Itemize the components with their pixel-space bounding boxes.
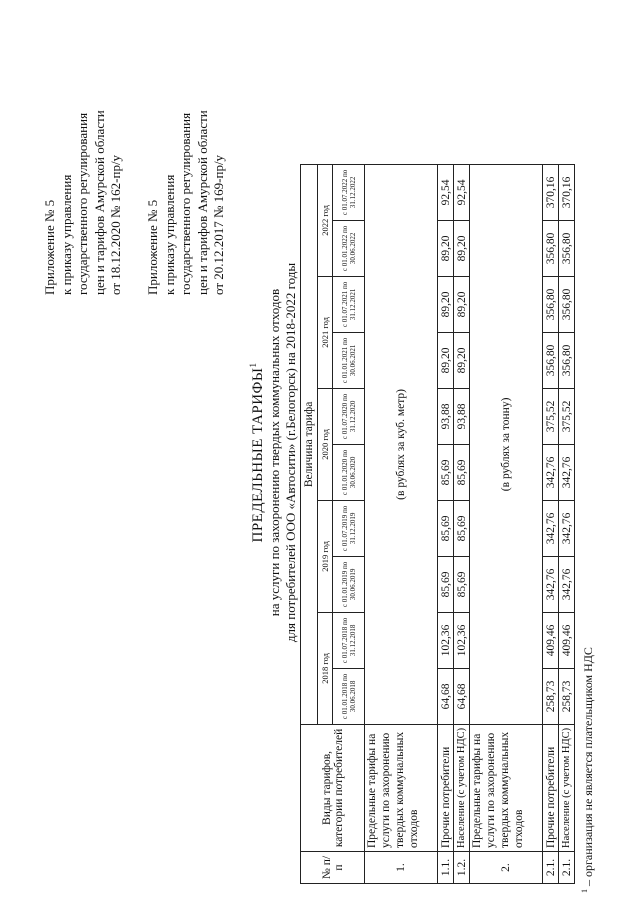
- tariff-table: [300, 164, 575, 884]
- year-header: 2019 год: [318, 500, 333, 612]
- year-header: 2018 год: [318, 612, 333, 724]
- title-text: ПРЕДЕЛЬНЫЕ ТАРИФЫ: [250, 367, 266, 543]
- tariff-cell: 356,80: [559, 276, 575, 332]
- tariff-cell: 89,20: [438, 220, 454, 276]
- header-line: от 18.12.2020 № 162-пр/у: [108, 154, 123, 295]
- header-line: цен и тарифов Амурской области: [91, 110, 107, 295]
- tariff-cell: 85,69: [438, 500, 454, 556]
- tariff-cell: 258,73: [543, 668, 559, 724]
- tariff-cell: 258,73: [559, 668, 575, 724]
- table-row: [559, 164, 575, 883]
- period-header: с 01.01.2019 по 30.06.2019: [333, 556, 365, 612]
- header-line: Приложение № 5: [145, 199, 160, 295]
- tariff-cell: 89,20: [454, 276, 470, 332]
- period-header: с 01.07.2022 по 31.12.2022: [333, 164, 365, 220]
- table-row: [438, 164, 454, 883]
- tariff-cell: 356,80: [543, 332, 559, 388]
- year-header: 2020 год: [318, 388, 333, 500]
- tariff-cell: 89,20: [454, 220, 470, 276]
- table-row: [543, 164, 559, 883]
- tariff-value-header: Величина тарифа: [301, 164, 318, 724]
- period-header: с 01.07.2019 по 31.12.2019: [333, 500, 365, 556]
- tariff-cell: 342,76: [543, 500, 559, 556]
- tariff-cell: 102,36: [438, 612, 454, 668]
- row-number: 2.1.: [559, 852, 575, 884]
- section-row: [365, 164, 438, 883]
- section-number: 2.: [470, 852, 543, 884]
- footnote: [580, 647, 596, 893]
- section-row: [470, 164, 543, 883]
- tariff-cell: 92,54: [454, 164, 470, 220]
- period-header: с 01.07.2021 по 31.12.2021: [333, 276, 365, 332]
- period-header: с 01.07.2018 по 31.12.2018: [333, 612, 365, 668]
- header-line: государственного регулирования: [178, 112, 193, 295]
- tariff-cell: 370,16: [543, 164, 559, 220]
- period-header: с 01.07.2020 по 31.12.2020: [333, 388, 365, 444]
- tariff-cell: 89,20: [438, 276, 454, 332]
- year-header: 2021 год: [318, 276, 333, 388]
- footnote-text: – организация не является плательщиком НДС: [581, 647, 595, 889]
- period-header: с 01.01.2020 по 30.06.2020: [333, 444, 365, 500]
- tariff-cell: 342,76: [559, 556, 575, 612]
- tariff-cell: 375,52: [559, 388, 575, 444]
- tariff-cell: 64,68: [454, 668, 470, 724]
- period-header: с 01.01.2021 по 30.06.2021: [333, 332, 365, 388]
- tariff-cell: 102,36: [454, 612, 470, 668]
- period-header: с 01.01.2022 по 30.06.2022: [333, 220, 365, 276]
- tariff-cell: 93,88: [454, 388, 470, 444]
- tariff-cell: 356,80: [559, 332, 575, 388]
- header-line: Приложение № 5: [42, 199, 57, 295]
- header-line: государственного регулирования: [75, 112, 90, 295]
- tariff-cell: 356,80: [543, 220, 559, 276]
- document-subtitle-consumers: для потребителей ООО «Автосити» (г.Белогорск) на 2018-2022 годы: [283, 262, 298, 643]
- tariff-cell: 342,76: [543, 556, 559, 612]
- appendix-header-current: [42, 110, 125, 295]
- tariff-cell: 85,69: [454, 444, 470, 500]
- period-header: с 01.01.2018 по 30.06.2018: [333, 668, 365, 724]
- tariff-cell: 409,46: [559, 612, 575, 668]
- row-number: 2.1.: [543, 852, 559, 884]
- tariff-cell: 85,69: [454, 556, 470, 612]
- section-number: 1.: [365, 852, 438, 884]
- row-label: Население (с учетом НДС): [454, 724, 470, 851]
- tariff-cell: 85,69: [454, 500, 470, 556]
- row-number: 1.1.: [438, 852, 454, 884]
- tariff-cell: 342,76: [559, 444, 575, 500]
- tariff-cell: 342,76: [543, 444, 559, 500]
- header-line: цен и тарифов Амурской области: [194, 110, 210, 295]
- unit-label: (в рублях за куб. метр): [365, 164, 438, 724]
- document-title: [244, 0, 267, 905]
- header-line: от 20.12.2017 № 169-пр/у: [211, 154, 226, 295]
- header-line: к приказу управления: [58, 174, 74, 295]
- footnote-mark: 1: [580, 889, 589, 893]
- appendix-header-original: [145, 110, 228, 295]
- title-block: [244, 0, 299, 905]
- tariff-cell: 85,69: [438, 556, 454, 612]
- tariff-cell: 356,80: [559, 220, 575, 276]
- tariff-cell: 342,76: [559, 500, 575, 556]
- tariff-cell: 409,46: [543, 612, 559, 668]
- table-row: [454, 164, 470, 883]
- tariff-cell: 89,20: [454, 332, 470, 388]
- row-label: Прочие потребители: [438, 724, 454, 851]
- header-line: к приказу управления: [161, 174, 177, 295]
- tariff-cell: 85,69: [438, 444, 454, 500]
- unit-label: (в рублях за тонну): [470, 164, 543, 724]
- tariff-cell: 89,20: [438, 332, 454, 388]
- tariff-cell: 93,88: [438, 388, 454, 444]
- row-label: Прочие потребители: [543, 724, 559, 851]
- year-header: 2022 год: [318, 164, 333, 276]
- col-number-header: № п/п: [301, 852, 365, 884]
- tariff-cell: 375,52: [543, 388, 559, 444]
- title-footnote-mark: 1: [248, 362, 258, 368]
- row-label: Население (с учетом НДС): [559, 724, 575, 851]
- tariff-cell: 356,80: [543, 276, 559, 332]
- tariff-cell: 92,54: [438, 164, 454, 220]
- tariff-cell: 64,68: [438, 668, 454, 724]
- section-title: Предельные тарифы на услуги по захоронению твердых коммунальных отходов: [365, 724, 438, 851]
- document-subtitle: на услуги по захоронению твердых коммунальных отходов: [267, 288, 282, 617]
- col-kind-header: Виды тарифов, категории потребителей: [301, 724, 365, 851]
- tariff-cell: 370,16: [559, 164, 575, 220]
- row-number: 1.2.: [454, 852, 470, 884]
- section-title: Предельные тарифы на услуги по захоронению твердых коммунальных отходов: [470, 724, 543, 851]
